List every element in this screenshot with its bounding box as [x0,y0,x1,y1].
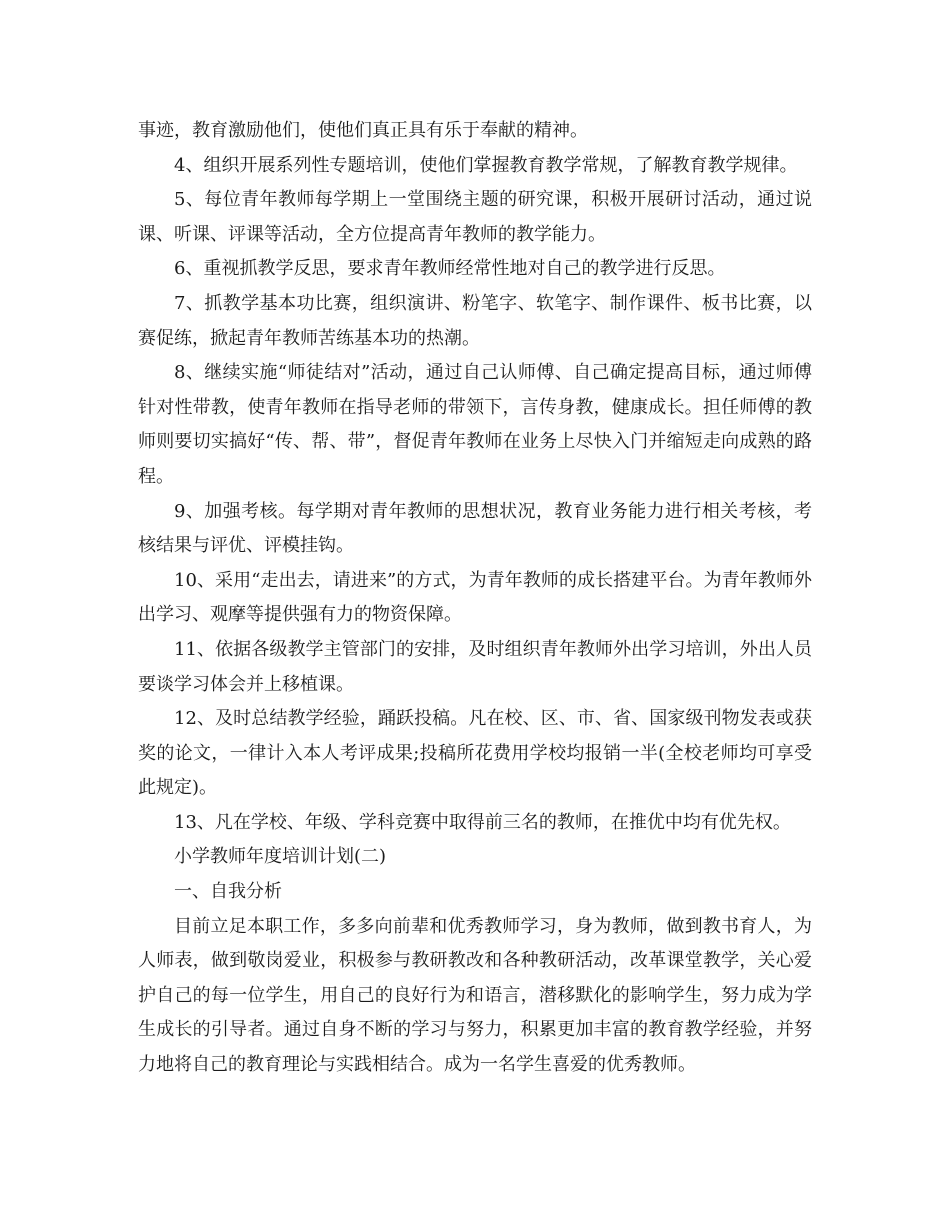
paragraph-item-6: 6、重视抓教学反思，要求青年教师经常性地对自己的教学进行反思。 [174,258,726,280]
paragraph-continuation: 事迹，教育激励他们，使他们真正具有乐于奉献的精神。 [138,120,588,141]
paragraph-item-10: 10、采用“走出去，请进来”的方式，为青年教师的成长搭建平台。为青年教师外出学习、观摩等提供强有力的物资保障。 [138,569,812,626]
section-title: 小学教师年度培训计划(二) [174,846,387,868]
paragraph-item-8: 8、继续实施“师徒结对”活动，通过自己认师傅、自己确定提高目标，通过师傅针对性带教，使青年教师在指导老师的带领下，言传身教，健康成长。担任师傅的教师则要切实搞好“传、帮、带”，督促青年教师在业务上尽快入门并缩短走向成熟的路程。 [138,362,812,487]
paragraph-item-11: 11、依据各级教学主管部门的安排，及时组织青年教师外出学习培训，外出人员要谈学习体会并上移植课。 [138,638,812,695]
paragraph-item-5: 5、每位青年教师每学期上一堂围绕主题的研究课，积极开展研讨活动，通过说课、听课、评课等活动，全方位提高青年教师的教学能力。 [138,189,812,245]
paragraph-item-4: 4、组织开展系列性专题培训，使他们掌握教育教学常规，了解教育教学规律。 [174,154,798,176]
paragraph-self-analysis: 目前立足本职工作，多多向前辈和优秀教师学习，身为教师，做到教书育人，为人师表，做到敬岗爱业，积极参与教研教改和各种教研活动，改革课堂教学，关心爱护自己的每一位学生，用自己的良好行为和语言，潜移默化的影响学生，努力成为学生成长的引导者。通过自身不断的学习与努力，积累更加丰富的教育教学经验，并努力地将自己的教育理论与实践相结合。成为一名学生喜爱的优秀教师。 [138,915,812,1076]
paragraph-item-13: 13、凡在学校、年级、学科竞赛中取得前三名的教师，在推优中均有优先权。 [174,811,791,833]
paragraph-item-9: 9、加强考核。每学期对青年教师的思想状况，教育业务能力进行相关考核，考核结果与评优、评模挂钩。 [138,500,812,557]
paragraph-item-12: 12、及时总结教学经验，踊跃投稿。凡在校、区、市、省、国家级刊物发表或获奖的论文，一律计入本人考评成果;投稿所花费用学校均报销一半(全校老师均可享受此规定)。 [138,708,812,799]
paragraph-item-7: 7、抓教学基本功比赛，组织演讲、粉笔字、软笔字、制作课件、板书比赛，以赛促练，掀起青年教师苦练基本功的热潮。 [138,292,812,349]
section-heading-self-analysis: 一、自我分析 [174,881,282,903]
document-page [138,114,812,1083]
